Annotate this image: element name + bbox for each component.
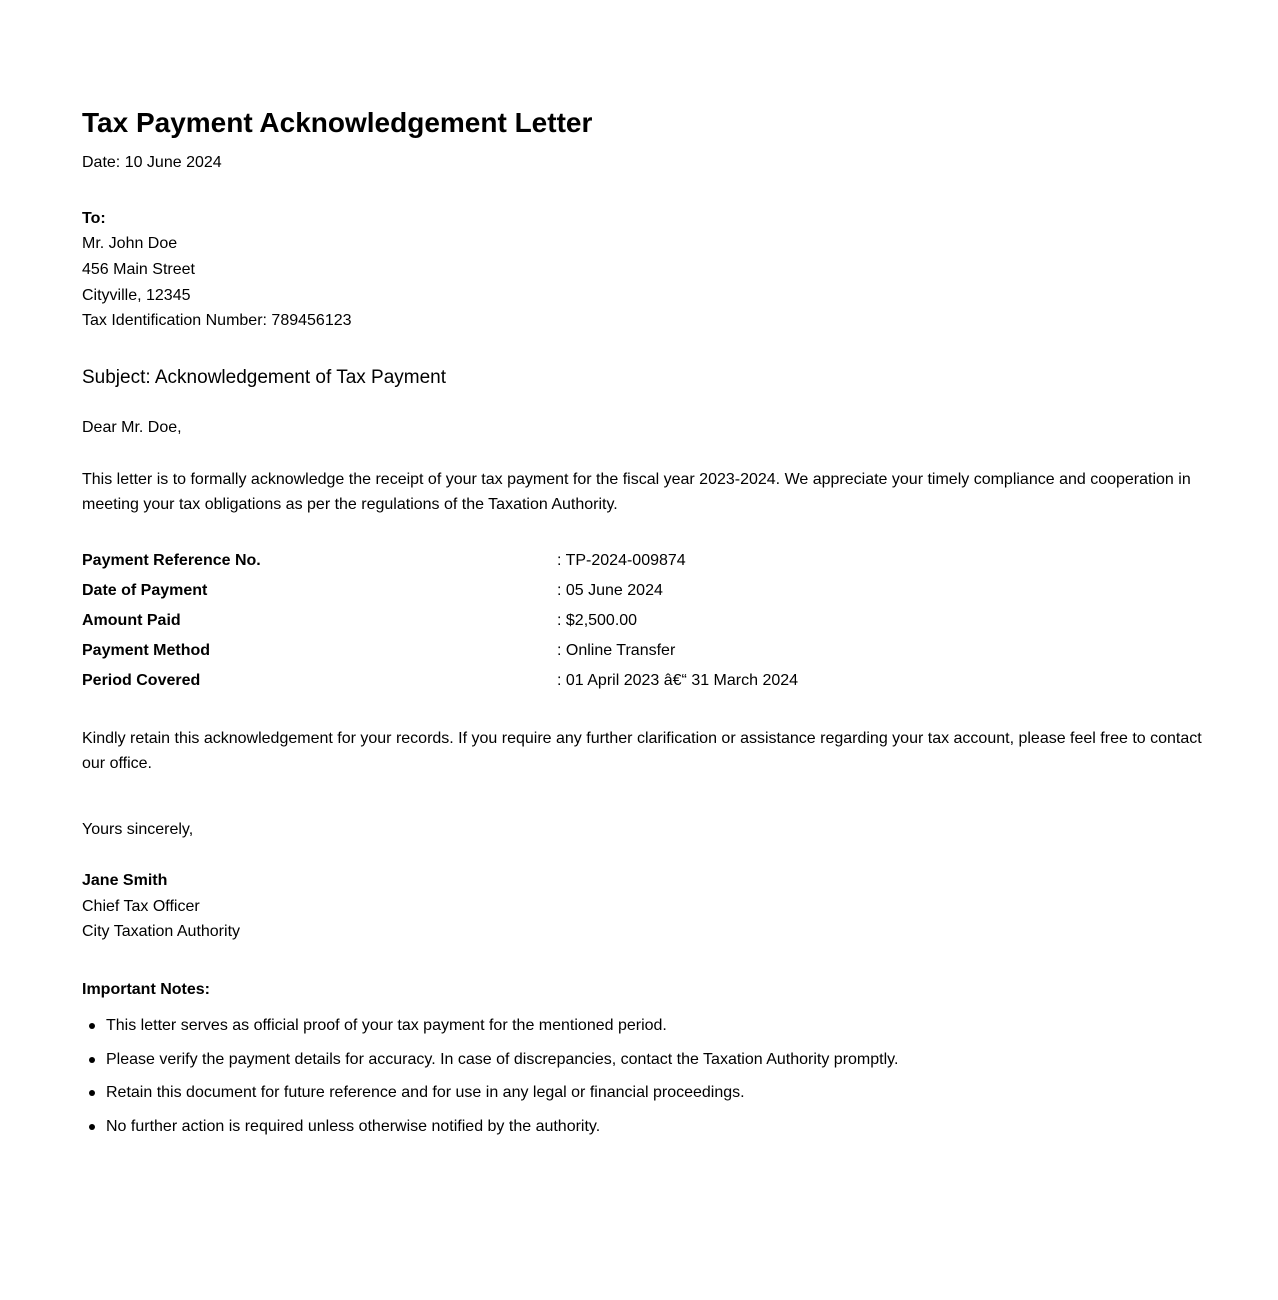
- detail-value: : $2,500.00: [557, 612, 638, 629]
- closing-paragraph: Kindly retain this acknowledgement for your records. If you require any further clarification or assistance regarding your tax account, please feel free to contact our office.: [82, 730, 1202, 772]
- detail-value: : 05 June 2024: [557, 582, 663, 599]
- note-text: No further action is required unless otherwise notified by the authority.: [106, 1117, 601, 1135]
- note-text: This letter serves as official proof of your tax payment for the mentioned period.: [106, 1017, 667, 1034]
- detail-row-reference: [82, 550, 1082, 572]
- recipient-tin: Tax Identification Number: 789456123: [82, 312, 352, 329]
- letter-title: Tax Payment Acknowledgement Letter: [82, 107, 593, 138]
- sign-off: Yours sincerely,: [82, 821, 194, 838]
- detail-value: : TP-2024-009874: [557, 552, 686, 569]
- recipient-name: Mr. John Doe: [82, 235, 178, 252]
- detail-row-payment-date: [82, 580, 1082, 602]
- intro-paragraph: This letter is to formally acknowledge the receipt of your tax payment for the fiscal year 2023-2024. We appreciate your timely compliance and cooperation in meeting your tax obligations as per the regulations of the Taxation Authority.: [82, 471, 1191, 513]
- signatory-title: Chief Tax Officer: [82, 898, 200, 915]
- note-text: Retain this document for future reference and for use in any legal or financial proceedings.: [106, 1084, 745, 1101]
- detail-value: : 01 April 2023 â€“ 31 March 2024: [557, 672, 799, 689]
- detail-label: Date of Payment: [82, 582, 208, 599]
- signatory-organization: City Taxation Authority: [82, 923, 241, 940]
- detail-row-amount: [82, 610, 1082, 632]
- detail-row-period: [82, 670, 1082, 692]
- note-text: Please verify the payment details for accuracy. In case of discrepancies, contact the Taxation Authority promptly.: [106, 1050, 899, 1068]
- list-item: [106, 1081, 898, 1105]
- recipient-street: 456 Main Street: [82, 261, 195, 278]
- bullet-icon: [89, 1124, 95, 1130]
- notes-list: [82, 1014, 898, 1148]
- letter-date: Date: 10 June 2024: [82, 154, 222, 171]
- detail-row-method: [82, 640, 1082, 662]
- detail-value: : Online Transfer: [557, 642, 676, 659]
- detail-label: Payment Method: [82, 642, 211, 659]
- detail-label: Payment Reference No.: [82, 552, 261, 569]
- bullet-icon: [89, 1090, 95, 1096]
- letter-subject: Subject: Acknowledgement of Tax Payment: [82, 367, 447, 388]
- recipient-label: To:: [82, 210, 106, 227]
- list-item: [106, 1048, 898, 1072]
- detail-label: Amount Paid: [82, 612, 181, 629]
- detail-label: Period Covered: [82, 672, 201, 689]
- bullet-icon: [89, 1057, 95, 1063]
- notes-heading: Important Notes:: [82, 981, 210, 998]
- salutation: Dear Mr. Doe,: [82, 419, 182, 436]
- list-item: [106, 1115, 898, 1139]
- bullet-icon: [89, 1023, 95, 1029]
- list-item: [106, 1014, 898, 1038]
- recipient-city: Cityville, 12345: [82, 287, 191, 304]
- signatory-name: Jane Smith: [82, 872, 168, 889]
